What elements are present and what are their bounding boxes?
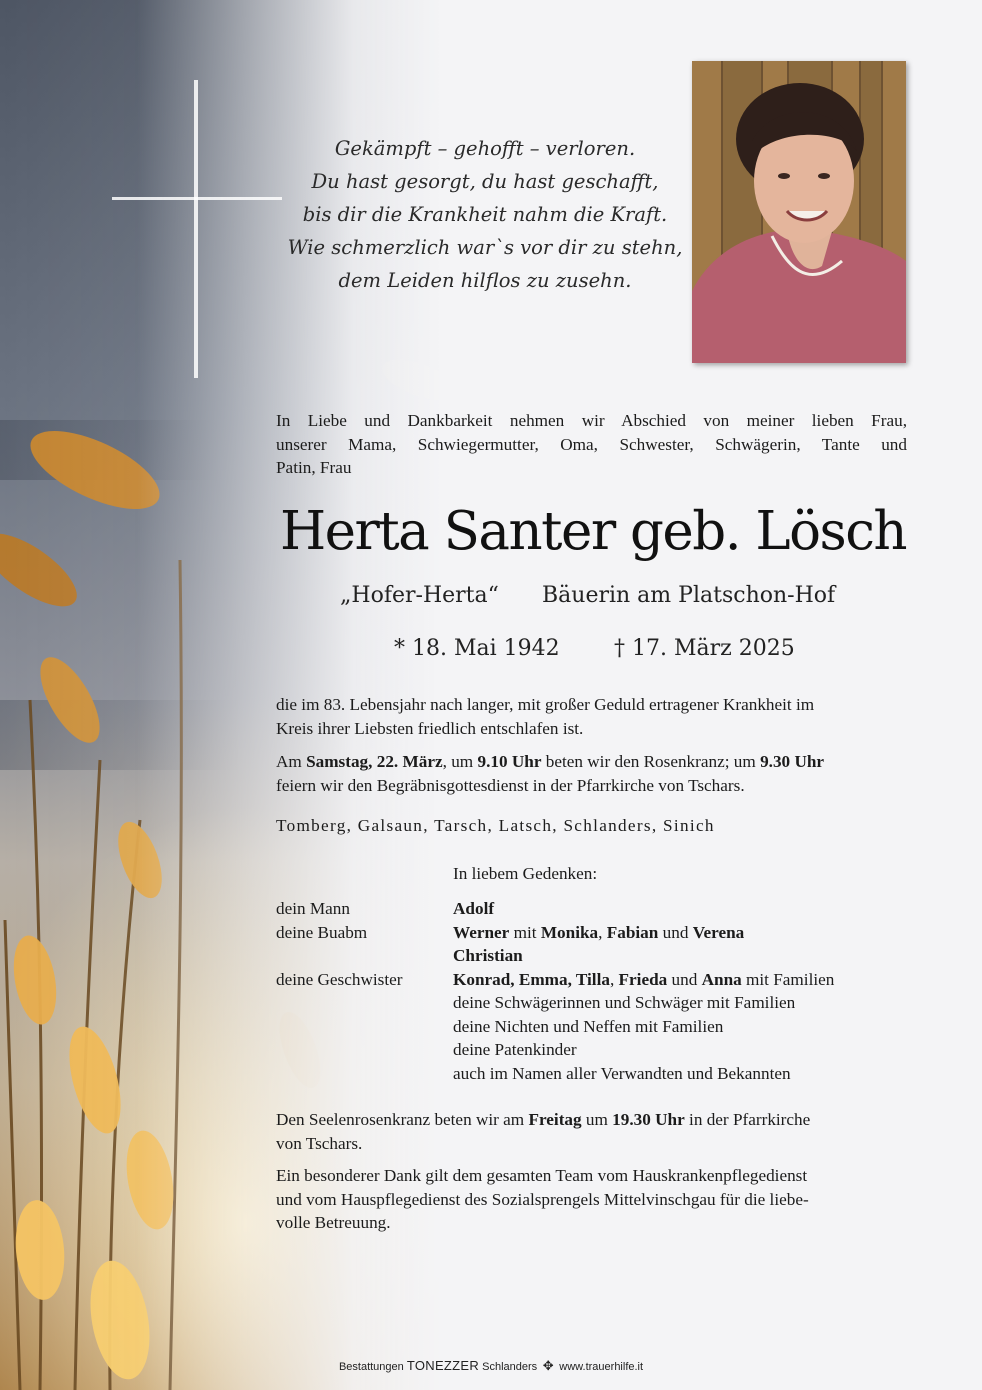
nickname: „Hofer-Herta“ xyxy=(340,583,499,608)
text-run: Den Seelenrosenkranz beten wir am xyxy=(276,1110,529,1129)
paragraph-line: volle Betreuung. xyxy=(276,1213,391,1232)
family-row xyxy=(276,897,916,921)
family-line: deine Schwägerinnen und Schwäger mit Familien xyxy=(453,993,796,1012)
text-run: Am xyxy=(276,752,307,771)
paragraph-line: von Tschars. xyxy=(276,1133,363,1153)
passing-paragraph xyxy=(276,693,907,740)
intro-line: Patin, Frau xyxy=(276,458,352,477)
dove-logo-icon: ✥ xyxy=(542,1358,554,1373)
service-paragraph xyxy=(276,750,907,797)
text-run: , um xyxy=(442,752,478,771)
memory-heading: In liebem Gedenken: xyxy=(453,864,598,883)
birth-date: * 18. Mai 1942 xyxy=(394,636,560,661)
poem-line: Gekämpft – gehofft – verloren. xyxy=(334,137,636,160)
family-member: Anna xyxy=(701,969,742,989)
footer xyxy=(0,1358,982,1374)
intro-paragraph xyxy=(276,409,907,480)
paragraph-line: feiern wir den Begräbnisgottesdienst in der Pfarrkirche von Tschars. xyxy=(276,775,745,795)
family-line: deine Patenkinder xyxy=(453,1040,577,1059)
seelenrosenkranz-paragraph xyxy=(276,1108,907,1155)
family-row xyxy=(276,968,916,1086)
family-line: deine Nichten und Neffen mit Familien xyxy=(453,1016,724,1036)
mass-time: 9.30 Uhr xyxy=(760,752,825,771)
family-member: Adolf xyxy=(453,899,495,918)
family-line: auch im Namen aller Verwandten und Bekannten xyxy=(453,1063,791,1083)
intro-line: unserer Mama, Schwiegermutter, Oma, Schwester, Schwägerin, Tante und xyxy=(276,434,907,454)
footer-town: Schlanders xyxy=(482,1361,538,1373)
poem xyxy=(250,132,720,297)
family-member: Frieda xyxy=(618,969,668,989)
text-run: in der Pfarrkirche xyxy=(684,1110,811,1129)
family-label: deine Buabm xyxy=(276,922,368,942)
family-member: Christian xyxy=(453,946,523,965)
footer-prefix: Bestattungen xyxy=(338,1361,404,1373)
text-run: beten wir den Rosenkranz; um xyxy=(541,752,761,771)
text-run: , xyxy=(609,969,619,989)
deceased-name: Herta Santer geb. Lösch xyxy=(279,501,907,562)
rosary-time: 9.10 Uhr xyxy=(477,752,542,771)
poem-line: dem Leiden hilflos zu zusehn. xyxy=(338,269,632,292)
paragraph-line: und vom Hauspflegedienst des Sozialsprengels Mittelvinschgau für die liebe- xyxy=(276,1189,809,1209)
intro-line: In Liebe und Dankbarkeit nehmen wir Abschied von meiner lieben Frau, xyxy=(276,411,907,430)
thanks-paragraph xyxy=(276,1164,907,1235)
family-label: deine Geschwister xyxy=(276,969,403,989)
footer-company: TONEZZER xyxy=(406,1358,480,1373)
paragraph-line xyxy=(276,1108,907,1132)
family-member: Verena xyxy=(692,922,745,942)
family-member: Fabian xyxy=(606,922,659,942)
family-row xyxy=(276,921,916,968)
paragraph-line xyxy=(276,750,907,774)
text-run: mit Familien xyxy=(741,969,835,989)
poem-line: Wie schmerzlich war`s vor dir zu stehn, xyxy=(287,236,683,259)
paragraph-line: Kreis ihrer Liebsten friedlich entschlafen ist. xyxy=(276,718,584,738)
family-member: Monika xyxy=(540,922,599,942)
text-run: um xyxy=(581,1110,613,1129)
text-run: und xyxy=(667,969,702,989)
text-run: mit xyxy=(509,922,541,942)
portrait-photo xyxy=(692,61,906,363)
paragraph-line: Ein besonderer Dank gilt dem gesamten Team vom Hauskrankenpflegedienst xyxy=(276,1166,808,1185)
paragraph-line: die im 83. Lebensjahr nach langer, mit großer Geduld ertragener Krankheit im xyxy=(276,695,815,714)
places-line: Tomberg, Galsaun, Tarsch, Latsch, Schlanders, Sinich xyxy=(276,816,715,835)
text-run: und xyxy=(658,922,693,942)
family-list xyxy=(276,897,916,1085)
footer-website[interactable]: www.trauerhilfe.it xyxy=(559,1361,644,1373)
family-member: Werner xyxy=(453,922,510,942)
poem-line: Du hast gesorgt, du hast geschafft, xyxy=(311,170,659,193)
rosary-date: Samstag, 22. März xyxy=(306,752,443,771)
death-date: † 17. März 2025 xyxy=(614,636,795,661)
rosary-evening-time: 19.30 Uhr xyxy=(612,1110,685,1129)
poem-line: bis dir die Krankheit nahm die Kraft. xyxy=(302,203,668,226)
family-label: dein Mann xyxy=(276,899,350,918)
rosary-day: Freitag xyxy=(528,1110,582,1129)
occupation: Bäuerin am Platschon-Hof xyxy=(542,583,836,608)
family-member: Konrad, Emma, Tilla xyxy=(453,969,610,989)
text-run: , xyxy=(598,922,607,942)
